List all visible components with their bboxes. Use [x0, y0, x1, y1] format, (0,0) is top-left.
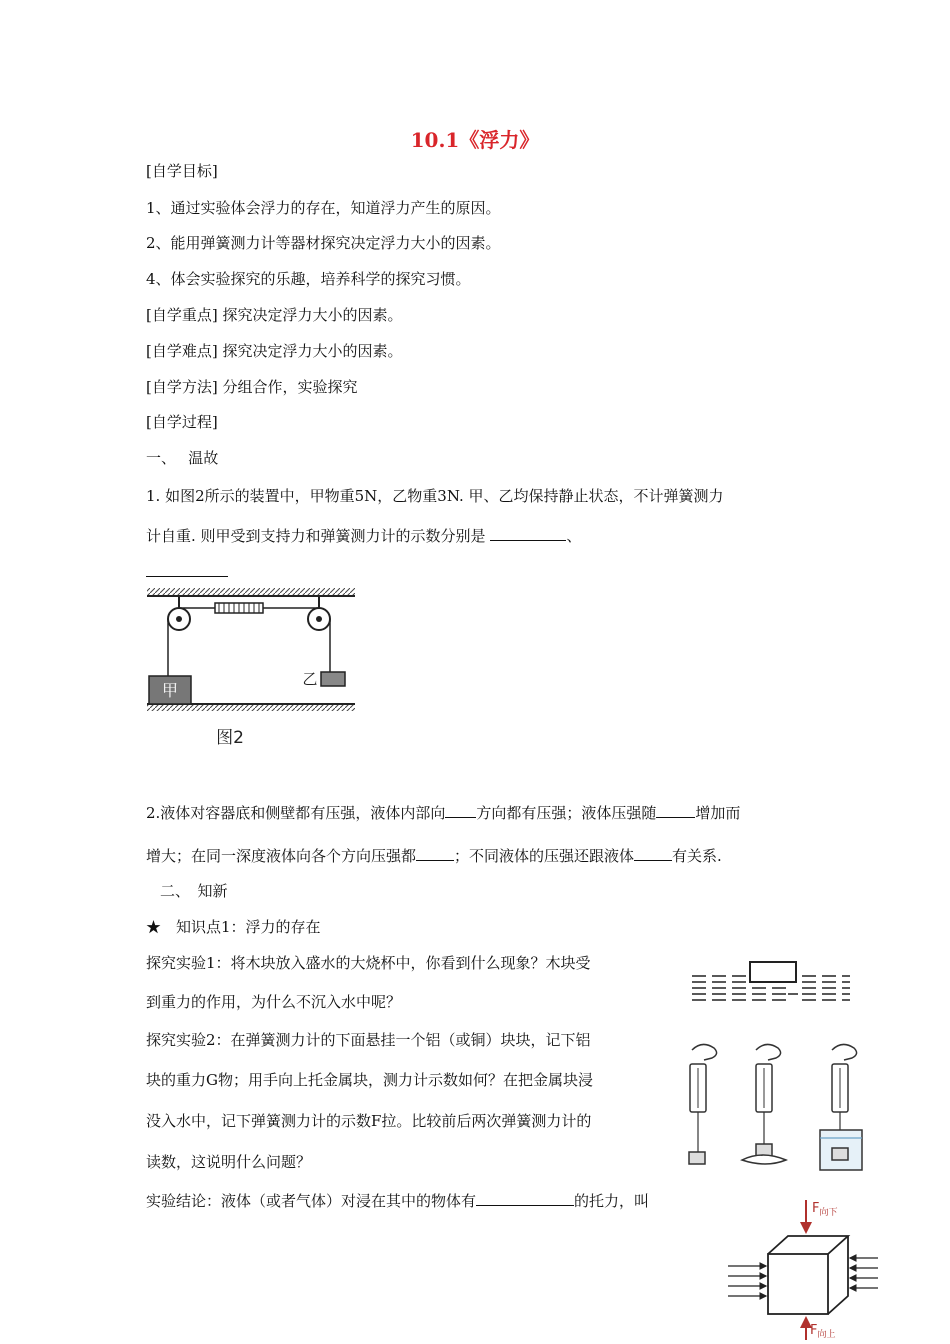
objective-1: 1、通过实验体会浮力的存在，知道浮力产生的原因。	[146, 199, 501, 217]
q2-text-4: 增大；在同一深度液体向各个方向压强都	[146, 847, 417, 865]
answer-blank-1[interactable]	[490, 526, 566, 541]
metal-block	[689, 1152, 705, 1164]
metal-block	[756, 1144, 772, 1156]
scale-supported-by-hand	[742, 1044, 786, 1164]
page-title: 10.1《浮力》	[410, 128, 540, 152]
conclusion-line	[146, 1190, 649, 1211]
q2-blank-1[interactable]	[445, 803, 476, 818]
answer-line-2	[146, 562, 228, 581]
cube-icon	[768, 1236, 848, 1314]
left-pulley-axle	[176, 616, 182, 622]
upward-force-label: $F_{向上}$	[810, 1323, 836, 1340]
right-pulley-axle	[316, 616, 322, 622]
process-header: [自学过程]	[146, 413, 218, 431]
method: [自学方法] 分组合作，实验探究	[146, 378, 358, 396]
scale-in-water	[820, 1044, 862, 1170]
section-new-knowledge: 二、 知新	[160, 882, 228, 900]
q2-text-1: 2.液体对容器底和侧壁都有压强，液体内部向	[146, 804, 446, 822]
objective-2: 2、能用弹簧测力计等器材探究决定浮力大小的因素。	[146, 234, 501, 252]
experiment-2-line-2: 块的重力G物；用手向上托金属块，测力计示数如何？在把金属块浸	[146, 1071, 593, 1089]
floating-block-diagram	[692, 958, 852, 1006]
answer-blank-2[interactable]	[146, 562, 228, 577]
q2-blank-4[interactable]	[634, 846, 672, 861]
hand-icon	[692, 1044, 717, 1060]
objective-4: 4、体会实验探究的乐趣，培养科学的探究习惯。	[146, 270, 471, 288]
q2-text-6: 有关系.	[672, 847, 722, 865]
q2-blank-3[interactable]	[416, 846, 454, 861]
left-pressure-arrows	[728, 1266, 766, 1296]
question-2-line-1	[146, 802, 740, 823]
experiment-2-line-4: 读数，这说明什么问题？	[146, 1153, 312, 1171]
hand-icon	[832, 1044, 857, 1060]
question-1-line-2	[146, 525, 581, 546]
hand-icon	[756, 1044, 781, 1060]
label-yi: 乙	[302, 670, 318, 688]
separator: 、	[566, 527, 582, 545]
figure-caption: 图2	[216, 728, 244, 748]
wood-block	[750, 962, 796, 982]
figure-2-pulley-diagram	[145, 588, 360, 750]
knowledge-point-1: ★ 知识点1：浮力的存在	[146, 918, 321, 936]
ceiling-hatch	[147, 588, 355, 596]
conclusion-text-2: 的托力，叫	[574, 1192, 650, 1210]
q2-blank-2[interactable]	[656, 803, 695, 818]
floor-hatch	[147, 704, 355, 711]
object-yi	[321, 672, 345, 686]
conclusion-blank[interactable]	[476, 1191, 574, 1206]
key-point: [自学重点] 探究决定浮力大小的因素。	[146, 306, 403, 324]
q2-text-3: 增加而	[695, 804, 741, 822]
supporting-hand-icon	[742, 1155, 786, 1164]
scale-in-air	[689, 1044, 717, 1164]
label-jia: 甲	[161, 681, 179, 700]
downward-force-label: $F_{向下}$	[812, 1201, 838, 1218]
experiment-1-line-2: 到重力的作用，为什么不沉入水中呢？	[146, 993, 402, 1011]
experiment-2-line-1: 探究实验2：在弹簧测力计的下面悬挂一个铝（或铜）块块，记下铝	[146, 1031, 591, 1049]
section-review: 一、 温故	[146, 449, 219, 467]
right-pressure-arrows	[850, 1258, 878, 1288]
conclusion-text-1: 实验结论：液体（或者气体）对浸在其中的物体有	[146, 1192, 477, 1210]
question-1-line-1: 1. 如图2所示的装置中，甲物重5N，乙物重3N. 甲、乙均保持静止状态，不计弹簧测力	[146, 487, 724, 505]
question-1-text: 计自重. 则甲受到支持力和弹簧测力计的示数分别是	[146, 527, 491, 545]
question-2-line-2	[146, 845, 722, 866]
metal-block	[832, 1148, 848, 1160]
q2-text-2: 方向都有压强；液体压强随	[476, 804, 657, 822]
experiment-2-line-3: 没入水中，记下弹簧测力计的示数F拉。比较前后两次弹簧测力计的	[146, 1112, 592, 1130]
experiment-1-line-1: 探究实验1：将木块放入盛水的大烧杯中，你看到什么现象？木块受	[146, 954, 591, 972]
q2-text-5: ；不同液体的压强还跟液体	[454, 847, 635, 865]
difficulty: [自学难点] 探究决定浮力大小的因素。	[146, 342, 403, 360]
cube-buoyancy-force-diagram	[726, 1196, 886, 1342]
objectives-header: [自学目标]	[146, 162, 218, 180]
spring-scale-experiment-diagram	[682, 1040, 867, 1175]
